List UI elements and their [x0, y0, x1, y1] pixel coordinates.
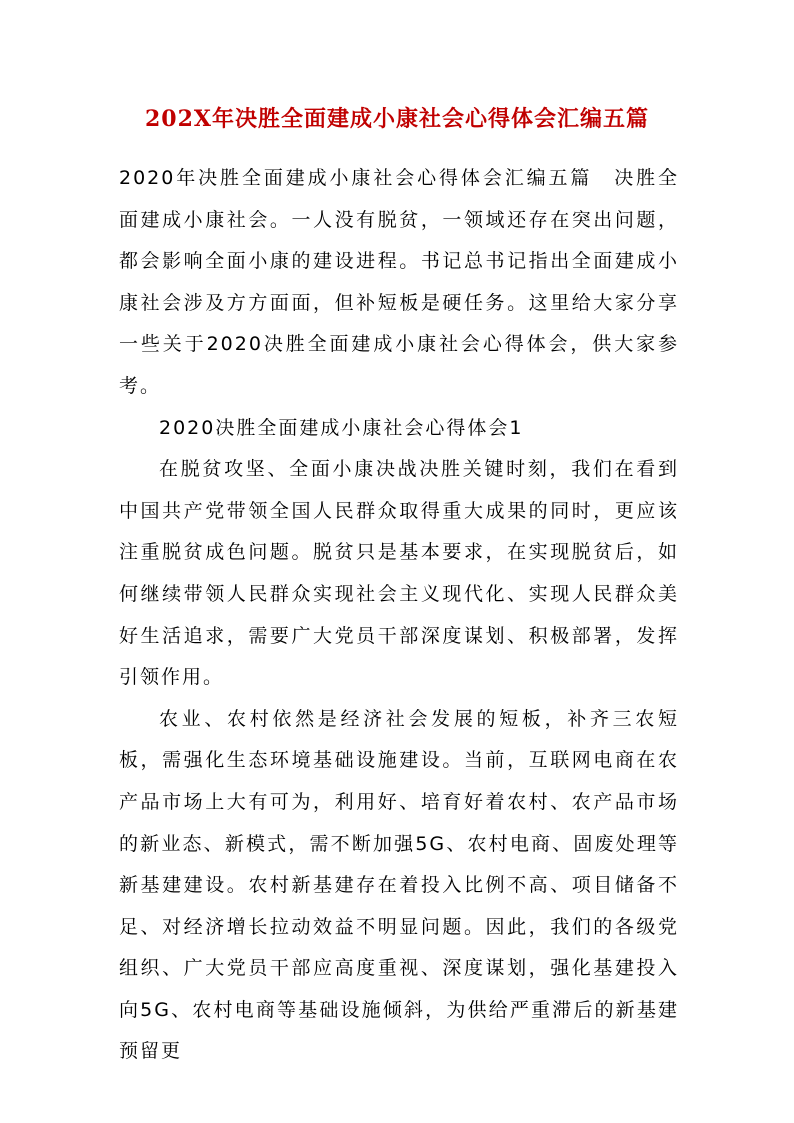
body-paragraph: 在脱贫攻坚、全面小康决战决胜关键时刻，我们在看到中国共产党带领全国人民群众取得重大成果的同时，更应该注重脱贫成色问题。脱贫只是基本要求，在实现脱贫后，如何继续带领人民群众实现社会主义现代化、实现人民群众美好生活追求，需要广大党员干部深度谋划、积极部署，发挥引领作用。 — [119, 458, 679, 689]
intro-paragraph: 2020年决胜全面建成小康社会心得体会汇编五篇 决胜全面建成小康社会。一人没有脱贫，一领域还存在突出问题，都会影响全面小康的建设进程。书记总书记指出全面建成小康社会涉及方方面面，但补短板是硬任务。这里给大家分享一些关于2020决胜全面建成小康社会心得体会，供大家参考。 — [119, 167, 679, 397]
body-paragraph: 农业、农村依然是经济社会发展的短板，补齐三农短板，需强化生态环境基础设施建设。当前，互联网电商在农产品市场上大有可为，利用好、培育好着农村、农产品市场的新业态、新模式，需不断加强5G、农村电商、固废处理等新基建建设。农村新基建存在着投入比例不高、项目储备不足、对经济增长拉动效益不明显问题。因此，我们的各级党组织、广大党员干部应高度重视、深度谋划，强化基建投入向5G、农村电商等基础设施倾斜，为供给严重滞后的新基建预留更 — [119, 707, 679, 1063]
document-body — [119, 158, 679, 1073]
section-heading: 2020决胜全面建成小康社会心得体会1 — [159, 416, 524, 439]
document-title: 202X年决胜全面建成小康社会心得体会汇编五篇 — [145, 106, 649, 132]
